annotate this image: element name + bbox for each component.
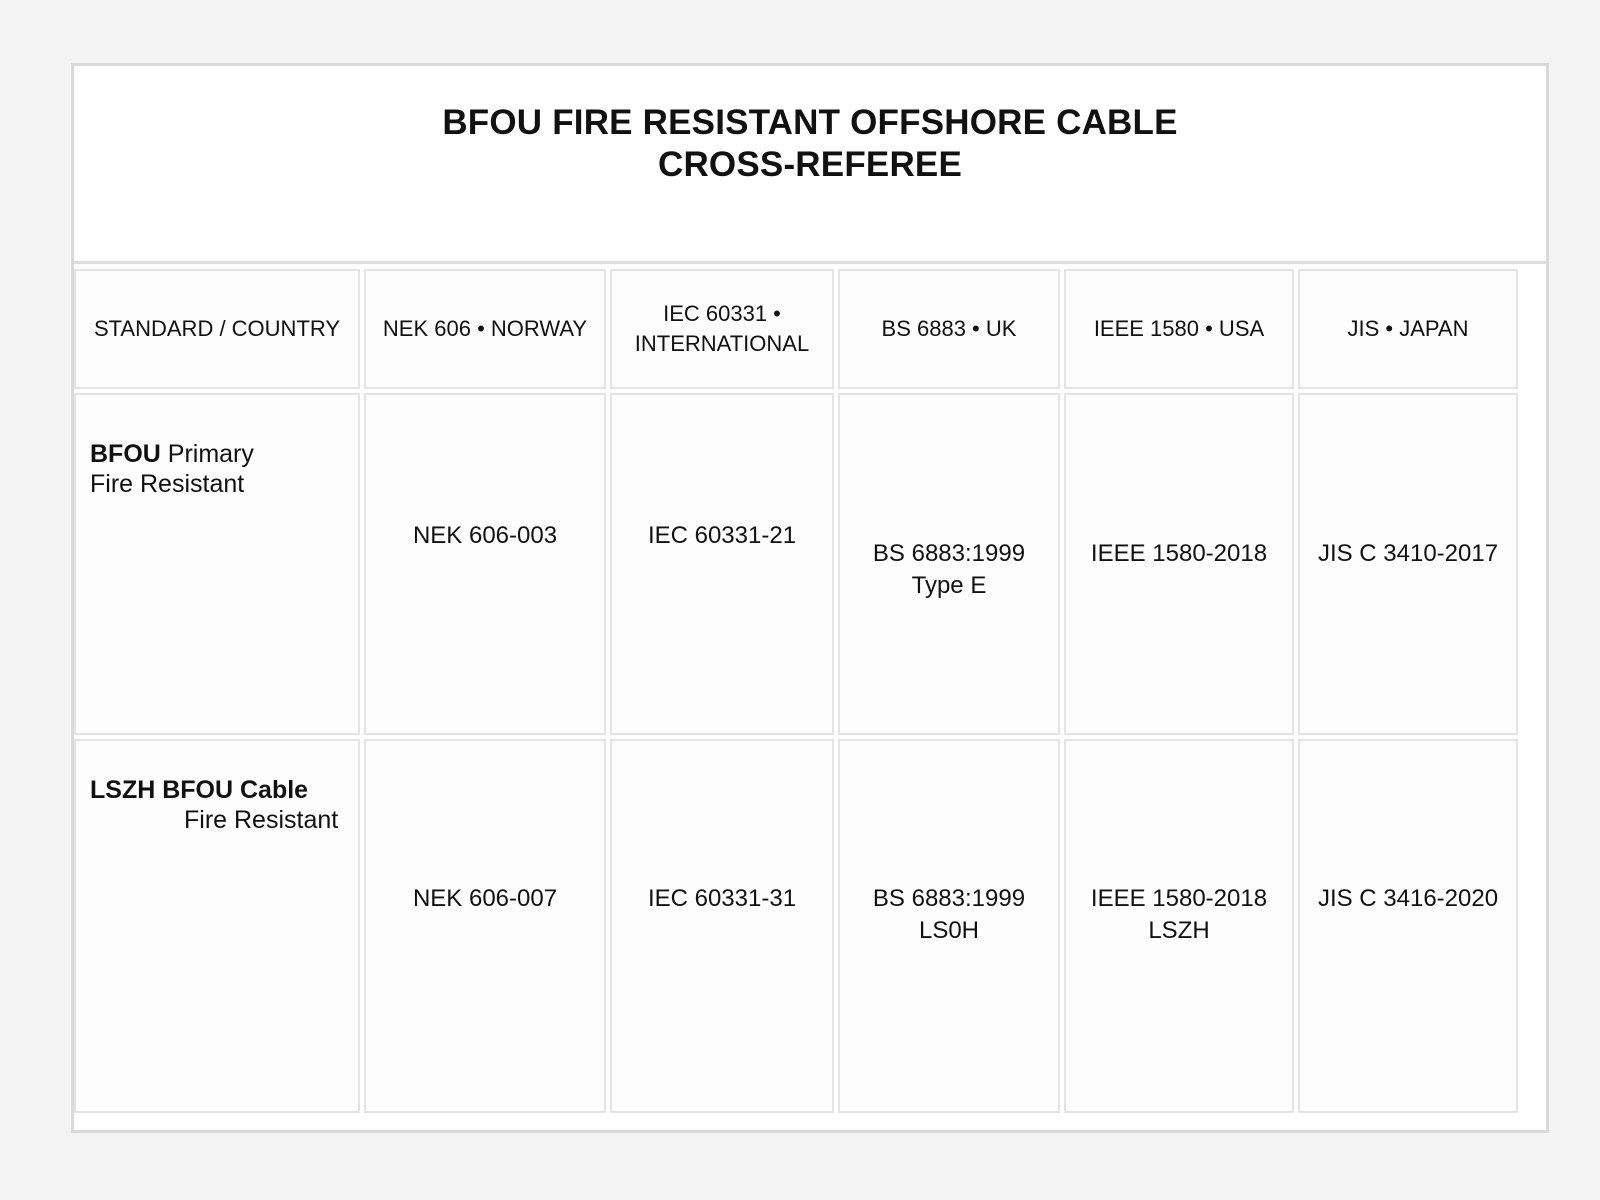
cell-r1-bs xyxy=(838,393,1060,735)
cell-r1-ieee xyxy=(1064,393,1294,735)
row-label-rest: Primary xyxy=(160,440,254,468)
cell-r2-jis xyxy=(1298,739,1518,1113)
header-ieee-1580 xyxy=(1064,269,1294,389)
row-label-bfou-primary xyxy=(74,393,360,735)
cell-value: BS 6883:1999 xyxy=(872,540,1026,567)
cell-r2-iec xyxy=(610,739,834,1113)
header-jis xyxy=(1298,269,1518,389)
cell-r2-bs xyxy=(838,739,1060,1113)
row-label-bold: BFOU xyxy=(90,440,161,468)
document-frame xyxy=(71,63,1549,1133)
cell-value-line-2: LSZH xyxy=(1148,917,1210,944)
cell-value: BS 6883:1999 xyxy=(872,885,1026,912)
cell-value: NEK 606-003 xyxy=(412,522,558,549)
cell-value: IEEE 1580-2018 xyxy=(1090,540,1268,567)
title-block xyxy=(74,66,1546,264)
cell-value: IEEE 1580-2018 xyxy=(1090,885,1268,912)
cell-value-line-2: LS0H xyxy=(918,917,980,944)
cell-value: IEC 60331-31 xyxy=(647,885,797,912)
page-title-line-1: BFOU FIRE RESISTANT OFFSHORE CABLE xyxy=(442,103,1178,142)
header-text: STANDARD / COUNTRY xyxy=(93,316,341,341)
header-text: NEK 606 • NORWAY xyxy=(382,316,588,341)
cell-r2-nek xyxy=(364,739,606,1113)
cell-value: JIS C 3416-2020 xyxy=(1317,885,1499,912)
cell-value: IEC 60331-21 xyxy=(647,522,797,549)
header-text: IEEE 1580 • USA xyxy=(1093,316,1265,341)
header-text: BS 6883 • UK xyxy=(881,316,1017,341)
header-bs-6883 xyxy=(838,269,1060,389)
cell-r2-ieee xyxy=(1064,739,1294,1113)
header-text: JIS • JAPAN xyxy=(1347,316,1469,341)
row-label-line-2: Fire Resistant xyxy=(90,470,245,498)
cell-value: NEK 606-007 xyxy=(412,885,558,912)
cell-r1-iec xyxy=(610,393,834,735)
header-iec-60331 xyxy=(610,269,834,389)
row-label-lszh-bfou xyxy=(74,739,360,1113)
row-label-bold: LSZH BFOU Cable xyxy=(90,776,309,804)
cell-value: JIS C 3410-2017 xyxy=(1317,540,1499,567)
header-standard-country xyxy=(74,269,360,389)
page-title-line-2: CROSS-REFEREE xyxy=(657,145,963,184)
cell-value-line-2: Type E xyxy=(911,572,987,599)
cell-r1-nek xyxy=(364,393,606,735)
cell-r1-jis xyxy=(1298,393,1518,735)
header-text-line-2: INTERNATIONAL xyxy=(634,331,810,356)
header-nek-606 xyxy=(364,269,606,389)
header-text: IEC 60331 • xyxy=(663,301,781,326)
row-label-line-2: Fire Resistant xyxy=(184,806,339,834)
